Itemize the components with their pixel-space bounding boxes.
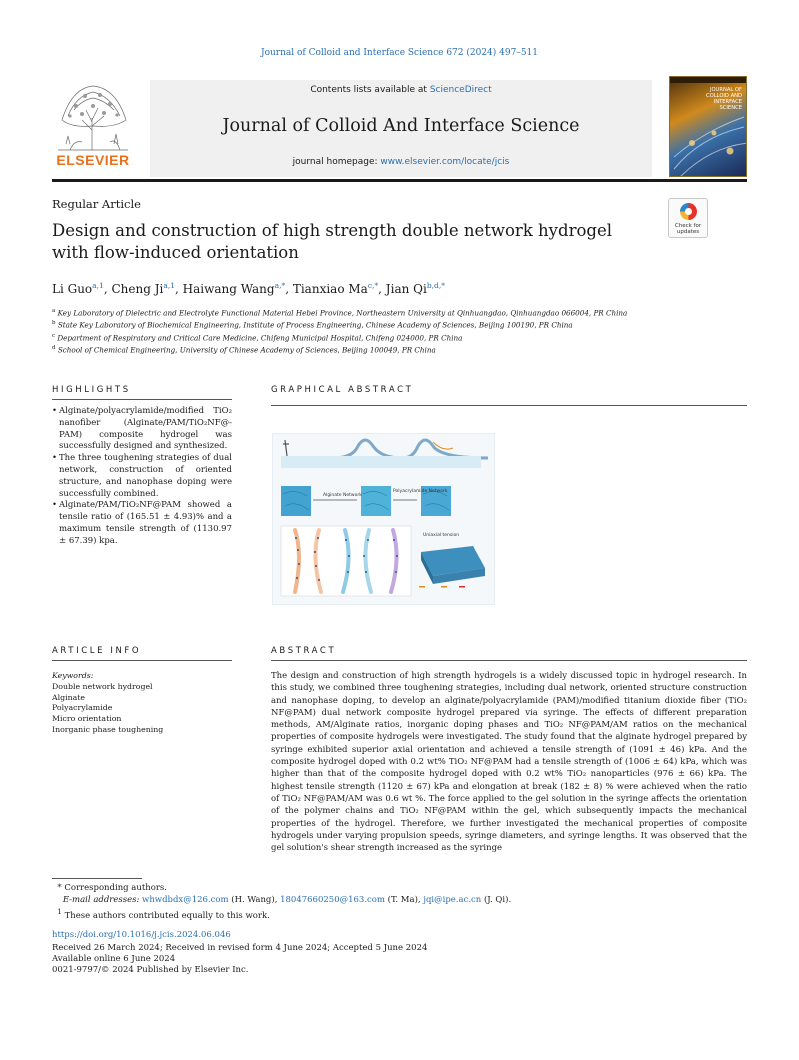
author[interactable] — [386, 282, 445, 296]
author[interactable] — [52, 282, 104, 296]
footnote-emails — [52, 894, 752, 906]
author-name: Li Guo — [52, 282, 93, 296]
author-list: Li Guo$^{a,1}$, Cheng Ji$^{a,1}$, Haiwang Wang$^{a,*}$, Tianxiao $Ma^{c,*}$, Jian $Qi^{b,d,*}$ — [52, 281, 445, 296]
homepage-prefix: journal homepage: — [292, 157, 381, 167]
section-rule — [271, 660, 747, 661]
author-affiliation-mark[interactable]: c,* — [367, 281, 379, 290]
affiliation-text: Department of Respiratory and Critical Care Medicine, Chifeng Municipal Hospital, Chifeng 024000, PR China — [57, 333, 463, 343]
abstract-text: The design and construction of high strength hydrogels is a widely discussed topic in hydrogel research. In this study, we combined three toughening strategies, including dual network, oriented structure construction and nanophase doping, to develop an alginate/polyacrylamide (PAM)/modified titanium dioxide fiber (TiO₂ NF@PAM) dual network composite hydrogel prepared via syringe. The effects of different preparation methods, AM/Alginate ratios, inorganic doping phases and TiO₂ NF@PAM/AM ratios on the mechanical properties of composite hydrogels were investigated. The study found that the alginate hydrogel prepared by syringe exhibited superior axial orientation and achieved a tensile strength of (1091 ± 46) kPa. And the composite hydrogel doped with 0.2 wt% TiO₂ NF@PAM had a tensile strength of (1006 ± 64) kPa, which was higher than that of the composite hydrogel doped with 0.2 wt% TiO₂ nanoparticles (976 ± 66) kPa. The highest tensile strength (1120 ± 67) kPa and elongation at break (182 ± 8) % were achieved when the ratio of TiO₂ NF@PAM/AM was 0.6 wt %. The force applied to the gel solution in the syringe affects the orientation of the polymer chains and TiO₂ NF@PAM within the gel, which subsequently impacts the mechanical properties of the hydrogel. Therefore, we further investigated the mechanical properties of composite hydrogels under varying propulsion speeds, syringe diameters, and syringe lengths. It was observed that the gel solution's shear strength increased as the syringe — [271, 671, 747, 854]
header-rule — [52, 179, 747, 182]
affiliation-text: Key Laboratory of Dielectric and Electrolyte Functional Material Hebei Province, Northeastern University at Qinhuangdao, Qinhuangdao 066004, PR China — [57, 308, 628, 318]
author-name: Haiwang Wang — [182, 282, 275, 296]
check-updates-icon — [680, 203, 697, 220]
cover-title: JOURNAL OF COLLOID AND INTERFACE SCIENCE — [706, 87, 742, 111]
check-for-updates-button[interactable] — [668, 198, 708, 238]
email-label: E-mail addresses: — [62, 895, 140, 906]
journal-title: Journal of Colloid And Interface Science — [222, 116, 580, 136]
ga-label-alginate: Alginate Network — [323, 493, 362, 498]
email-link-ma[interactable]: 18047660250@163.com — [280, 895, 385, 906]
author-name: Tianxiao Ma — [292, 282, 368, 296]
graphical-abstract-image — [273, 434, 495, 605]
author-name: Cheng Ji — [111, 282, 164, 296]
affiliation — [52, 306, 752, 318]
author[interactable] — [293, 282, 378, 296]
ga-label-pam: Polyacrylamide Network — [393, 489, 448, 494]
footnotes — [52, 882, 752, 922]
copyright: 0021-9797/© 2024 Published by Elsevier Inc. — [52, 965, 249, 976]
highlight-item: • Alginate/PAM/TiO₂NF@PAM showed a tensile ratio of (165.51 ± 4.93)% and a maximum tensile strength of (1130.97 ± 67.39) kpa. — [52, 500, 232, 547]
highlights-list — [52, 406, 232, 548]
affiliation-text: School of Chemical Engineering, University of Chinese Academy of Sciences, Beijing 100049, PR China — [57, 345, 436, 355]
abstract-heading: ABSTRACT — [271, 646, 337, 656]
graphical-abstract-heading: GRAPHICAL ABSTRACT — [271, 385, 414, 395]
journal-header-panel — [150, 80, 652, 177]
affiliation — [52, 343, 752, 355]
email-owner: (J. Qi). — [481, 895, 512, 906]
keyword: Alginate — [52, 692, 86, 702]
check-updates-label: Check for updates — [674, 223, 702, 235]
elsevier-logo[interactable] — [52, 80, 134, 175]
journal-cover[interactable] — [669, 76, 747, 177]
footnote-rule — [52, 878, 142, 879]
highlight-item: • The three toughening strategies of dual network, construction of oriented structure, and nanophase doping were successfully combined. — [52, 453, 232, 500]
article-info-heading: ARTICLE INFO — [52, 646, 142, 656]
author-affiliation-mark[interactable]: a,1 — [163, 281, 175, 290]
author[interactable] — [111, 282, 175, 296]
affiliation-mark: a — [52, 308, 56, 314]
contents-prefix: Contents lists available at — [310, 85, 430, 95]
affiliation-mark: c — [52, 332, 56, 339]
affiliation — [52, 318, 752, 330]
email-owner: (H. Wang), — [228, 895, 281, 906]
corresponding-text: Corresponding authors. — [64, 883, 167, 893]
keyword: Inorganic phase toughening — [52, 724, 164, 734]
journal-citation[interactable]: Journal of Colloid and Interface Science 672 (2024) 497–511 — [260, 48, 539, 58]
affiliation-mark: d — [52, 345, 56, 352]
received-dates: Received 26 March 2024; Received in revised form 4 June 2024; Accepted 5 June 2024 — [52, 943, 428, 953]
elsevier-tree-icon — [52, 80, 134, 152]
contents-line — [150, 85, 652, 95]
email-link-qi[interactable]: jqi@ipe.ac.cn — [423, 895, 482, 906]
online-date: Available online 6 June 2024 — [52, 954, 176, 965]
email-link-wang[interactable]: whwdbdx@126.com — [142, 895, 229, 906]
publication-info — [52, 943, 427, 977]
affiliation — [52, 331, 752, 343]
keywords-label: Keywords: — [52, 671, 94, 680]
section-rule — [271, 405, 747, 406]
highlight-item: • Alginate/polyacrylamide/modified TiO₂ nanofiber (Alginate/PAM/TiO₂NF@-PAM) composite hydrogel was successfully designed and synthesized. — [52, 406, 232, 453]
cover-art-icon — [670, 77, 747, 177]
author-affiliation-mark[interactable]: a,* — [274, 281, 286, 290]
affiliations — [52, 306, 752, 356]
keyword: Double network hydrogel — [52, 681, 153, 691]
section-rule — [52, 660, 232, 661]
author-affiliation-mark[interactable]: b,d,* — [426, 281, 445, 290]
keyword: Micro orientation — [52, 714, 122, 724]
homepage-line — [150, 157, 652, 167]
author-affiliation-mark[interactable]: a,1 — [92, 281, 104, 290]
footnote-corresponding: * Corresponding authors. — [52, 883, 167, 893]
graphical-abstract-figure[interactable] — [272, 433, 495, 605]
equal-contribution-text: These authors contributed equally to this work. — [64, 911, 270, 922]
doi-link[interactable]: https://doi.org/10.1016/j.jcis.2024.06.046 — [52, 930, 231, 940]
affiliation-text: State Key Laboratory of Biochemical Engineering, Institute of Process Engineering, Chinese Academy of Sciences, Beijing 100190, PR China — [57, 320, 573, 330]
keyword: Polyacrylamide — [52, 703, 113, 713]
section-rule — [52, 399, 232, 400]
footnote-equal: $^1$ These authors contributed equally to this work. — [57, 907, 270, 922]
sciencedirect-link[interactable]: ScienceDirect — [429, 85, 492, 95]
journal-homepage-link[interactable]: www.elsevier.com/locate/jcis — [380, 157, 510, 167]
keywords — [52, 671, 232, 736]
ga-label-tension: Uniaxial tension — [423, 533, 460, 538]
email-owner: (T. Ma), — [384, 895, 424, 906]
affiliation-mark: b — [52, 320, 56, 327]
author-name: Jian Qi — [385, 282, 427, 296]
publisher-name: ELSEVIER — [56, 152, 130, 168]
article-type: Regular Article — [52, 197, 141, 211]
paper-title: Design and construction of high strength double network hydrogel with flow-induced orientation — [52, 221, 612, 262]
author[interactable] — [183, 282, 286, 296]
highlights-heading: HIGHLIGHTS — [52, 385, 131, 395]
